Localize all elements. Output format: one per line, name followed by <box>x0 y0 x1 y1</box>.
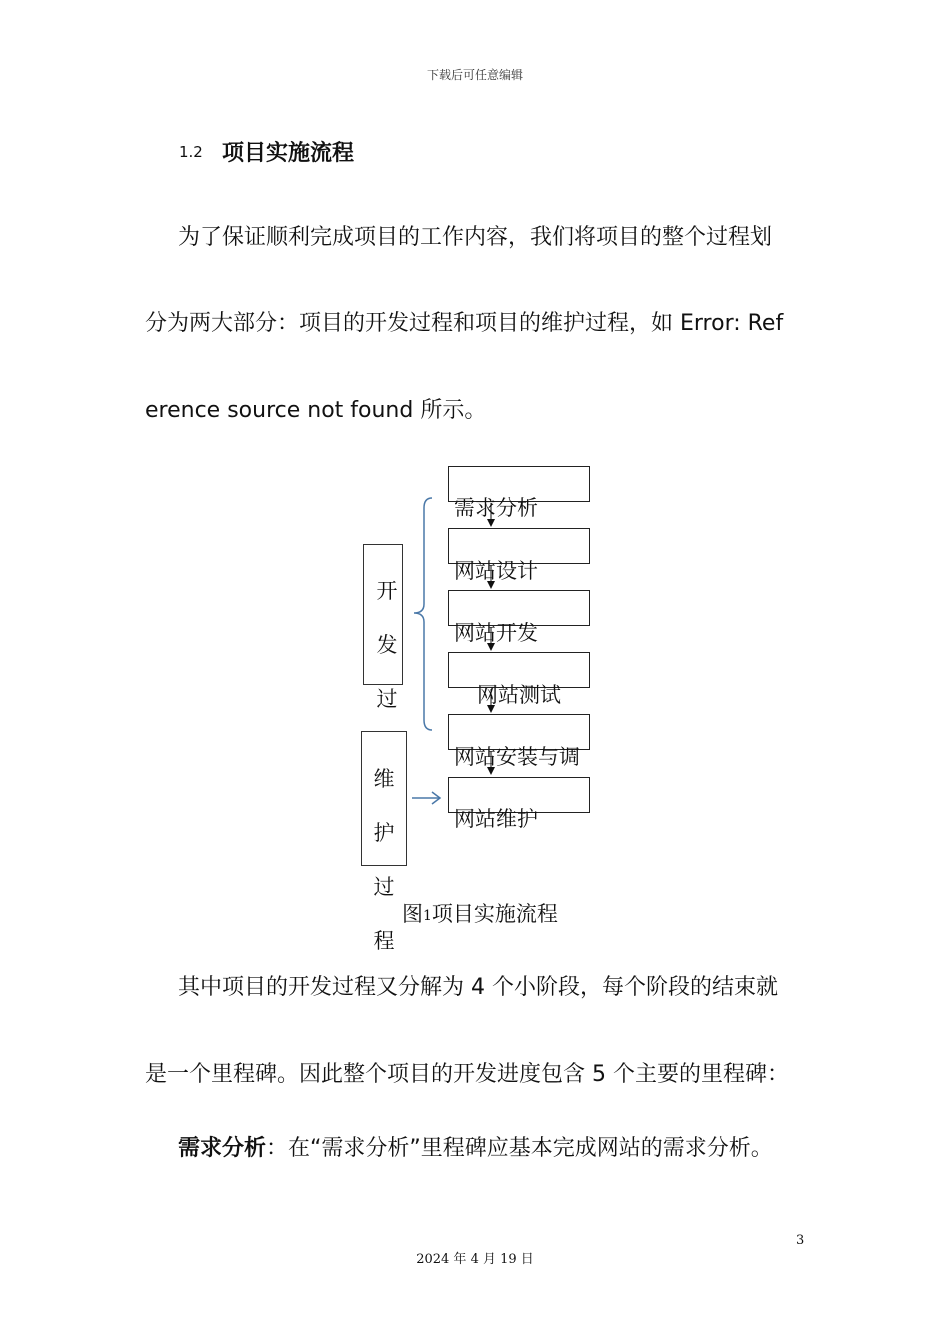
caption-prefix: 图 <box>402 902 423 926</box>
dev-phase-char: 发 <box>376 633 398 657</box>
footer-date: 2024 年 4 月 19 日 <box>416 1252 534 1267</box>
paragraph-1-line-3: erence source not found 所示。 <box>145 398 487 423</box>
section-title: 项目实施流程 <box>222 141 355 166</box>
maint-phase-char: 护 <box>373 821 395 845</box>
caption-title: 项目实施流程 <box>431 902 558 926</box>
stage-label-requirements: 需求分析 <box>454 496 538 520</box>
dev-bracket <box>414 498 432 730</box>
page-number: 3 <box>796 1233 805 1248</box>
paragraph-2-line-1: 其中项目的开发过程又分解为 4 个小阶段，每个阶段的结束就 <box>178 975 778 1000</box>
stage-label-maintenance: 网站维护 <box>454 807 538 831</box>
paragraph-1-line-1: 为了保证顺利完成项目的工作内容，我们将项目的整个过程划 <box>178 225 773 250</box>
milestone-term: 需求分析 <box>178 1136 267 1161</box>
maint-phase-char: 过 <box>373 875 395 899</box>
maint-phase-char: 程 <box>373 929 395 953</box>
milestone-requirements <box>178 1131 773 1162</box>
stage-label-testing: 网站测试 <box>477 683 561 707</box>
stage-label-design: 网站设计 <box>454 559 538 583</box>
figure-caption <box>402 898 558 928</box>
stage-label-development: 网站开发 <box>454 621 538 645</box>
caption-number: 1 <box>423 908 432 924</box>
stage-label-installation: 网站安装与调 <box>454 745 580 769</box>
dev-phase-char: 开 <box>376 579 398 603</box>
dev-phase-box <box>363 544 403 685</box>
dev-phase-char: 过 <box>376 687 398 711</box>
milestone-text: ：在“需求分析”里程碑应基本完成网站的需求分析。 <box>266 1136 773 1161</box>
section-number: 1.2 <box>179 143 203 161</box>
paragraph-2-line-2: 是一个里程碑。因此整个项目的开发进度包含 5 个主要的里程碑： <box>145 1062 789 1087</box>
paragraph-1-line-2: 分为两大部分：项目的开发过程和项目的维护过程，如 Error: Ref <box>145 311 784 336</box>
page-header: 下载后可任意编辑 <box>426 68 523 82</box>
maint-phase-char: 维 <box>373 767 395 791</box>
